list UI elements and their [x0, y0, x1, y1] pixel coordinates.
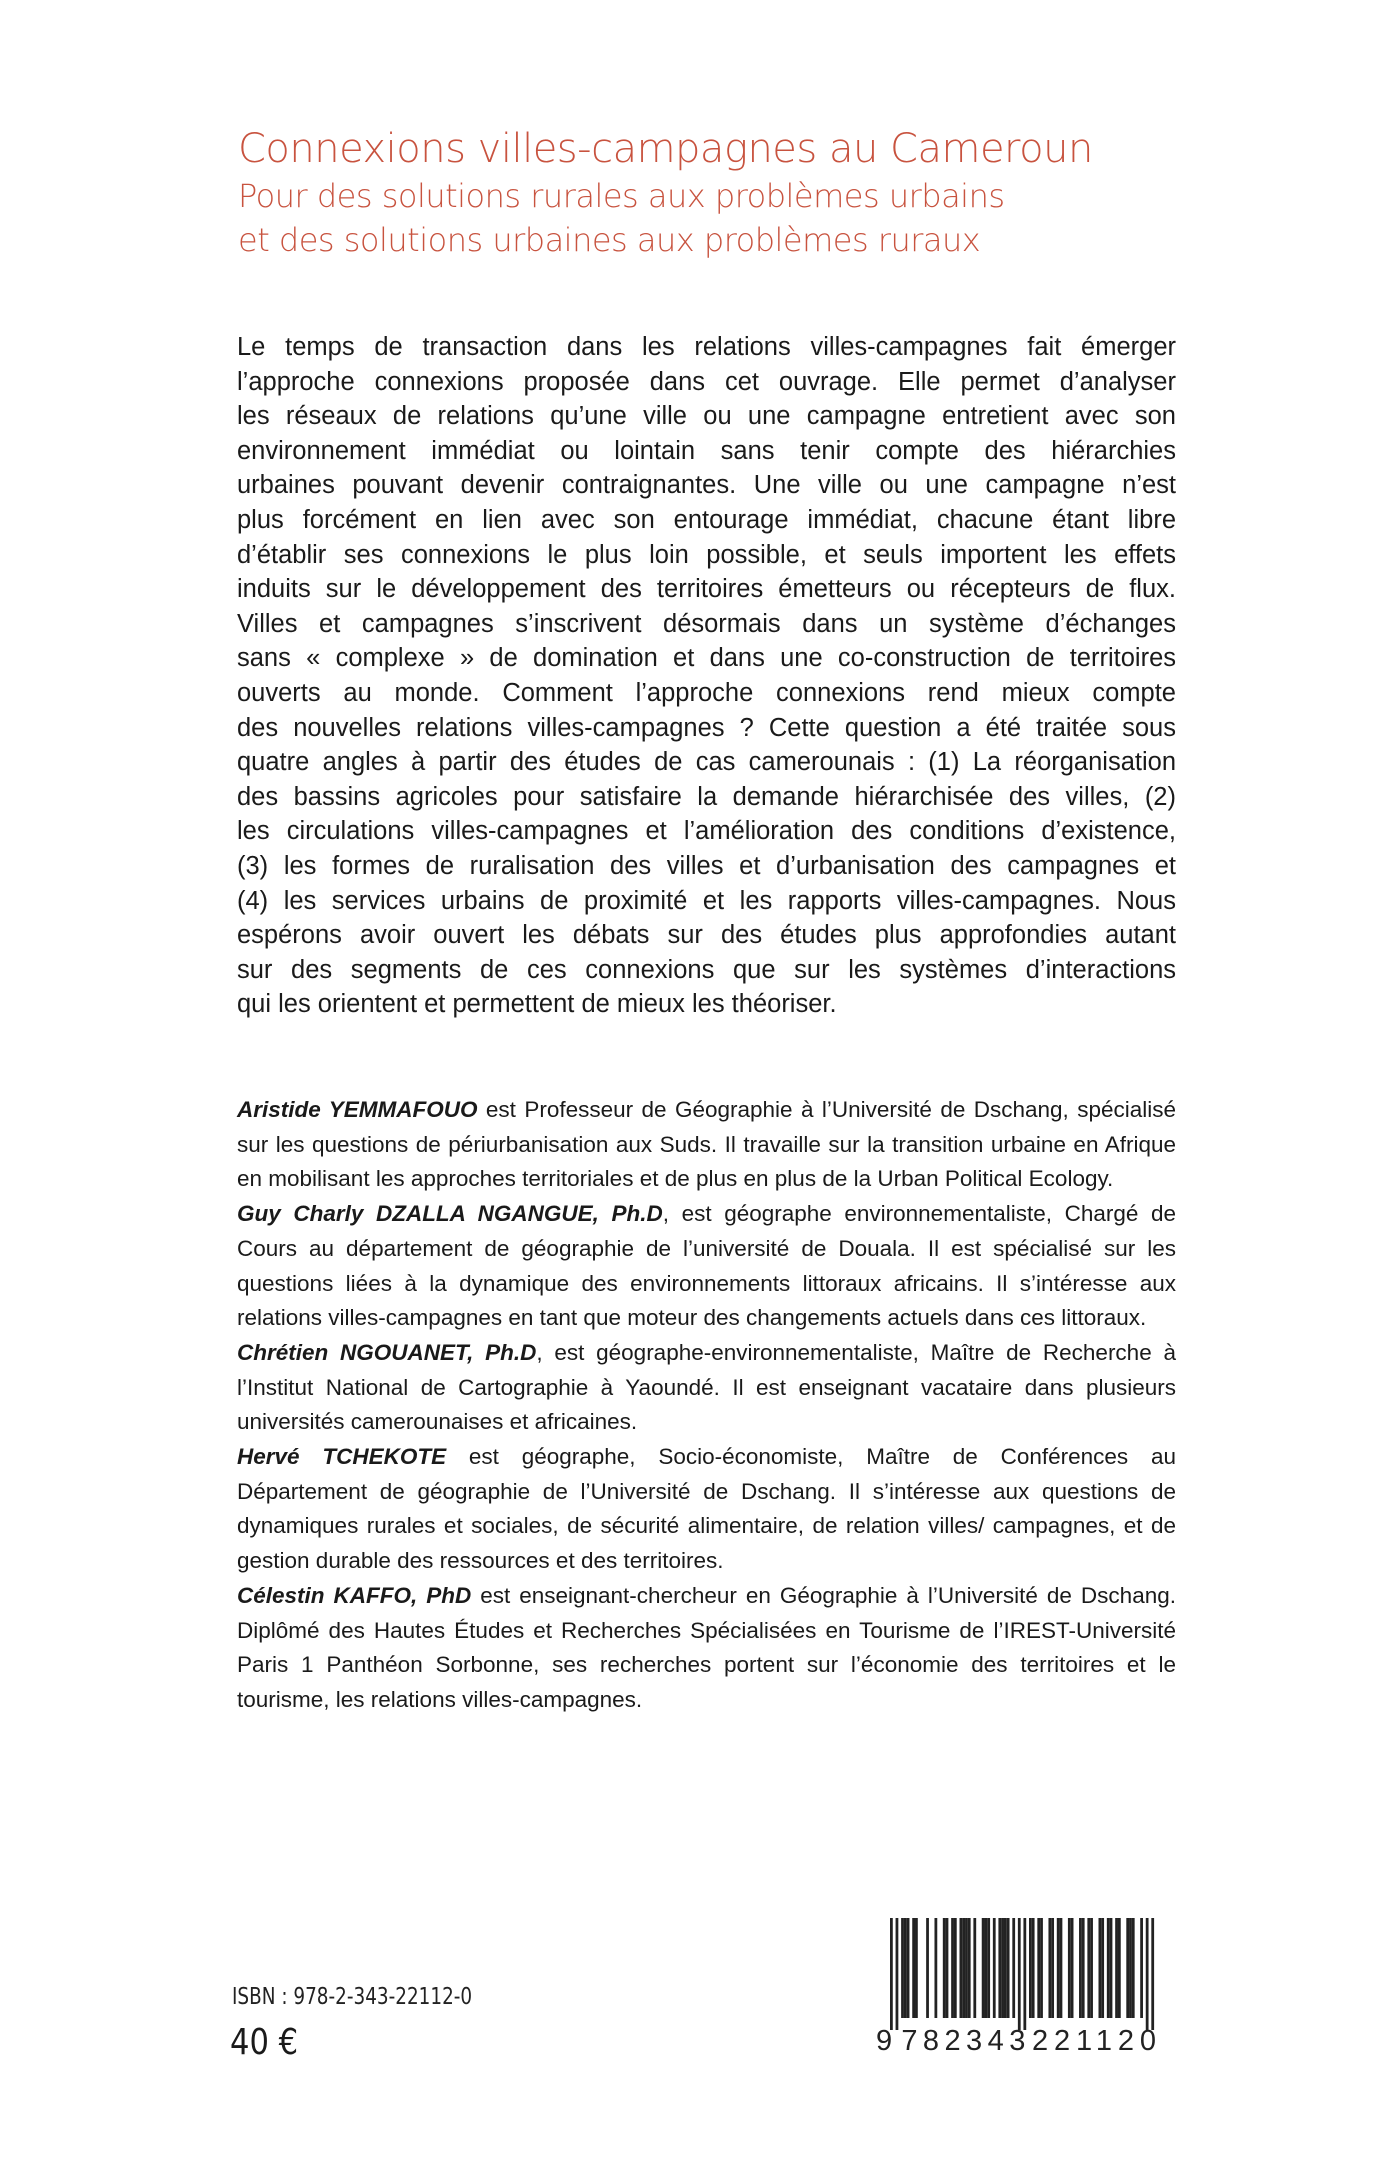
price: 40 €: [230, 2022, 299, 2063]
author-description: est Professeur de Géographie à l’Université de Dschang, spécialisé sur les questions de périurbanisation aux Suds. Il travaille sur la transition urbaine en Afrique en mobilisant les approches territoriales et de plus en plus de la Urban Political Ecology.: [237, 1097, 1177, 1192]
barcode-bar: [954, 1918, 957, 2018]
author-description: est enseignant-chercheur en Géographie à l’Université de Dschang. Diplômé des Hautes Études et Recherches Spécialisées en Tourisme de l’IREST-Université Paris 1 Panthéon Sorbonne, ses recherches portent sur l’économie des territoires et le tourisme, les relations villes-campagnes.: [237, 1582, 1176, 1712]
author-name: Aristide YEMMAFOUO: [237, 1097, 478, 1122]
barcode-bar: [1132, 1918, 1135, 2018]
summary-text: [237, 330, 1176, 1022]
barcode-digits: 221120: [1032, 2025, 1156, 2053]
author-name: Célestin KAFFO, PhD: [237, 1582, 472, 1608]
barcode-bar: [1018, 1918, 1021, 2030]
barcode-bar: [1099, 1918, 1102, 2018]
summary-line: (4) les services urbains de proximité et les rapports villes-campagnes. Nous: [237, 886, 1176, 915]
barcode-bar: [1023, 1918, 1026, 2030]
barcode-bar: [896, 1918, 899, 2030]
author-bios: [237, 1093, 1176, 1718]
barcode-bar: [934, 1918, 937, 2018]
barcode-bar: [1001, 1918, 1004, 2018]
book-subtitle-line1: Pour des solutions rurales aux problèmes urbains: [238, 177, 1005, 215]
author-bio: [237, 1093, 1176, 1197]
summary-line: quatre angles à partir des études de cas camerounais : (1) La réorganisation: [237, 748, 1176, 777]
author-bio: [237, 1579, 1176, 1718]
book-title-block: [238, 124, 1093, 262]
barcode-bar: [1115, 1918, 1118, 2018]
barcode-bar: [987, 1918, 990, 2018]
barcode-bar: [946, 1918, 949, 2018]
barcode-bar: [912, 1918, 915, 2018]
summary-line: environnement immédiat ou lointain sans tenir compte des hiérarchies: [237, 436, 1176, 465]
barcode-bar: [1082, 1918, 1085, 2018]
barcode-bar: [1118, 1918, 1121, 2018]
summary-line: sur des segments de ces connexions que sur les systèmes d’interactions: [237, 955, 1176, 984]
barcode-bar: [1090, 1918, 1093, 2018]
barcode-bar: [998, 1918, 1001, 2018]
barcode-bar: [951, 1918, 954, 2018]
summary-line: qui les orientent et permettent de mieux les théoriser.: [237, 990, 837, 1019]
barcode-bar: [1012, 1918, 1015, 2018]
author-name: Hervé TCHEKOTE: [237, 1444, 447, 1470]
barcode-bar: [901, 1918, 904, 2018]
barcode-bar: [985, 1918, 988, 2018]
barcode-icon: [876, 1918, 1176, 2053]
barcode-bar: [1057, 1918, 1060, 2018]
barcode-bar: [926, 1918, 929, 2018]
barcode-bar: [907, 1918, 910, 2018]
summary-line: les circulations villes-campagnes et l’amélioration des conditions d’existence,: [237, 817, 1176, 846]
summary-line: l’approche connexions proposée dans cet ouvrage. Elle permet d’analyser: [237, 367, 1176, 396]
author-bio: [237, 1336, 1176, 1440]
summary-line: Le temps de transaction dans les relations villes-campagnes fait émerger: [237, 333, 1176, 361]
summary-line: (3) les formes de ruralisation des villes et d’urbanisation des campagnes et: [237, 851, 1176, 880]
barcode-bar: [993, 1918, 996, 2018]
author-name: Chrétien NGOUANET, Ph.D: [237, 1339, 537, 1365]
barcode-bar: [1107, 1918, 1110, 2018]
author-name: Guy Charly DZALLA NGANGUE, Ph.D: [237, 1201, 663, 1227]
barcode-bar: [1129, 1918, 1132, 2018]
barcode-bar: [1060, 1918, 1063, 2018]
barcode-bar: [965, 1918, 968, 2018]
author-bio: [237, 1440, 1176, 1579]
summary-line: sans « complexe » de domination et dans une co-construction de territoires: [237, 644, 1176, 673]
summary-line: induits sur le développement des territoires émetteurs ou récepteurs de flux.: [237, 575, 1176, 604]
isbn: ISBN : 978-2-343-22112-0: [232, 1984, 473, 2010]
barcode-bar: [1037, 1918, 1040, 2018]
barcode-digits: 782343: [901, 2025, 1026, 2053]
barcode-bar: [968, 1918, 971, 2018]
barcode-bar: [1126, 1918, 1129, 2018]
barcode-bar: [973, 1918, 976, 2018]
barcode-bar: [890, 1918, 893, 2030]
barcode-bar: [1146, 1918, 1149, 2030]
barcode-bar: [904, 1918, 907, 2018]
barcode-bar: [1068, 1918, 1071, 2018]
barcode-bar: [1140, 1918, 1143, 2018]
barcode-bar: [1029, 1918, 1032, 2018]
summary-line: urbaines pouvant devenir contraignantes. Une ville ou une campagne n’est: [237, 471, 1176, 500]
summary-line: Villes et campagnes s’inscrivent désormais dans un système d’échanges: [237, 609, 1176, 638]
barcode-bar: [1071, 1918, 1074, 2018]
summary-line: plus forcément en lien avec son entourage immédiat, chacune étant libre: [237, 505, 1176, 534]
barcode-bar: [1040, 1918, 1043, 2018]
author-bio: [237, 1197, 1176, 1336]
barcode-bar: [1051, 1918, 1054, 2018]
summary-line: des nouvelles relations villes-campagnes ? Cette question a été traitée sous: [237, 713, 1176, 742]
summary-line: des bassins agricoles pour satisfaire la demande hiérarchisée des villes, (2): [237, 782, 1176, 811]
summary-line: espérons avoir ouvert les débats sur des études plus approfondies autant: [237, 921, 1176, 950]
barcode-bar: [1087, 1918, 1090, 2018]
barcode-bar: [1079, 1918, 1082, 2018]
barcode-bar: [1101, 1918, 1104, 2018]
summary-line: ouverts au monde. Comment l’approche connexions rend mieux compte: [237, 678, 1176, 707]
barcode-bar: [1151, 1918, 1154, 2030]
book-subtitle-line2: et des solutions urbaines aux problèmes ruraux: [238, 221, 981, 259]
summary-line: les réseaux de relations qu’une ville ou une campagne entretient avec son: [237, 402, 1176, 431]
barcode-bar: [1110, 1918, 1113, 2018]
barcode-bar: [1004, 1918, 1007, 2018]
author-description: , est géographe environnementaliste, Chargé de Cours au département de géographie de l’université de Douala. Il est spécialisé sur les questions liées à la dynamique des environnements littoraux africains. Il s’intéresse aux relations villes-campagnes en tant que moteur des changements actuels dans ces littoraux.: [237, 1201, 1176, 1331]
author-description: est géographe, Socio-économiste, Maître de Conférences au Département de géographie de l’Université de Dschang. Il s’intéresse aux questions de dynamiques rurales et sociales, de sécurité alimentaire, de relation villes/ campagnes, et de gestion durable des ressources et des territoires.: [237, 1444, 1176, 1574]
barcode-bar: [943, 1918, 946, 2018]
barcode-bar: [1007, 1918, 1010, 2018]
barcode-bar: [915, 1918, 918, 2018]
barcode-bar: [960, 1918, 963, 2018]
barcode-bar: [962, 1918, 965, 2018]
barcode-bar: [1048, 1918, 1051, 2018]
barcode-digits: 9: [876, 2025, 893, 2053]
barcode-bar: [1032, 1918, 1035, 2018]
author-description: , est géographe-environnementaliste, Maître de Recherche à l’Institut National de Cartographie à Yaoundé. Il est enseignant vacataire dans plusieurs universités camerounaises et africaines.: [237, 1339, 1176, 1435]
summary-line: d’établir ses connexions le plus loin possible, et seuls importent les effets: [237, 540, 1176, 569]
barcode-bar: [982, 1918, 985, 2018]
book-title: Connexions villes-campagnes au Cameroun: [238, 126, 1093, 172]
